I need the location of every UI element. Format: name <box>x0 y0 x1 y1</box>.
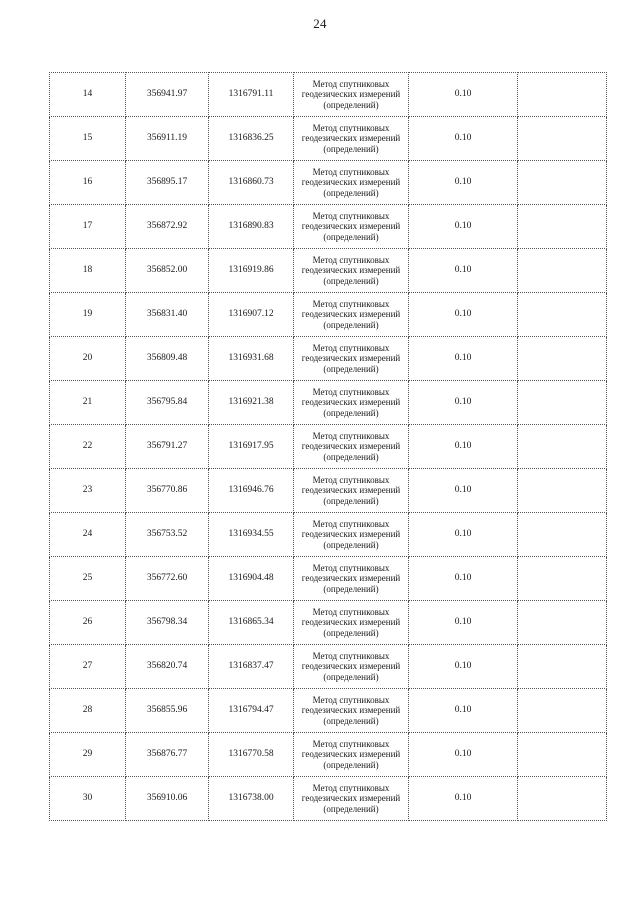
method-line: (определений) <box>323 275 379 286</box>
coordinate-x-cell: 356872.92 <box>126 205 209 249</box>
coordinates-table <box>49 72 607 821</box>
table-row <box>50 205 607 249</box>
coordinate-x-cell: 356795.84 <box>126 381 209 425</box>
coordinate-x-cell: 356911.19 <box>126 117 209 161</box>
method-line: геодезических измерений <box>301 397 401 408</box>
coordinate-y-cell: 1316770.58 <box>209 733 294 777</box>
method-line: Метод спутниковых <box>312 298 390 309</box>
coordinate-y-cell: 1316837.47 <box>209 645 294 689</box>
coordinate-x-cell: 356791.27 <box>126 425 209 469</box>
precision-cell: 0.10 <box>409 733 518 777</box>
method-line: (определений) <box>323 539 379 550</box>
method-line: геодезических измерений <box>301 529 401 540</box>
extra-cell <box>518 513 607 557</box>
coordinate-x-cell: 356798.34 <box>126 601 209 645</box>
table-row <box>50 249 607 293</box>
extra-cell <box>518 557 607 601</box>
method-line: Метод спутниковых <box>312 562 390 573</box>
extra-cell <box>518 337 607 381</box>
method-line: Метод спутниковых <box>312 342 390 353</box>
method-line: Метод спутниковых <box>312 474 390 485</box>
coordinate-x-cell: 356876.77 <box>126 733 209 777</box>
method-line: Метод спутниковых <box>312 386 390 397</box>
method-line: (определений) <box>323 803 379 814</box>
precision-cell: 0.10 <box>409 381 518 425</box>
coordinate-x-cell: 356852.00 <box>126 249 209 293</box>
method-line: Метод спутниковых <box>312 430 390 441</box>
method-line: геодезических измерений <box>301 749 401 760</box>
coordinate-y-cell: 1316738.00 <box>209 777 294 821</box>
table-row <box>50 513 607 557</box>
extra-cell <box>518 381 607 425</box>
method-cell <box>294 73 409 117</box>
point-number-cell: 23 <box>50 469 126 513</box>
precision-cell: 0.10 <box>409 469 518 513</box>
point-number-cell: 29 <box>50 733 126 777</box>
method-cell <box>294 249 409 293</box>
method-line: геодезических измерений <box>301 309 401 320</box>
coordinate-y-cell: 1316919.86 <box>209 249 294 293</box>
precision-cell: 0.10 <box>409 205 518 249</box>
coordinate-x-cell: 356753.52 <box>126 513 209 557</box>
coordinate-x-cell: 356855.96 <box>126 689 209 733</box>
method-line: (определений) <box>323 187 379 198</box>
point-number-cell: 27 <box>50 645 126 689</box>
coordinate-x-cell: 356809.48 <box>126 337 209 381</box>
point-number-cell: 15 <box>50 117 126 161</box>
method-line: (определений) <box>323 495 379 506</box>
method-cell <box>294 601 409 645</box>
precision-cell: 0.10 <box>409 293 518 337</box>
coordinate-x-cell: 356820.74 <box>126 645 209 689</box>
method-line: Метод спутниковых <box>312 78 390 89</box>
method-line: геодезических измерений <box>301 485 401 496</box>
precision-cell: 0.10 <box>409 777 518 821</box>
coordinate-y-cell: 1316836.25 <box>209 117 294 161</box>
method-line: Метод спутниковых <box>312 782 390 793</box>
table-row <box>50 689 607 733</box>
method-cell <box>294 337 409 381</box>
method-cell <box>294 689 409 733</box>
point-number-cell: 14 <box>50 73 126 117</box>
point-number-cell: 19 <box>50 293 126 337</box>
method-line: (определений) <box>323 99 379 110</box>
method-line: Метод спутниковых <box>312 166 390 177</box>
table-row <box>50 557 607 601</box>
extra-cell <box>518 205 607 249</box>
precision-cell: 0.10 <box>409 601 518 645</box>
table-row <box>50 161 607 205</box>
method-line: (определений) <box>323 231 379 242</box>
point-number-cell: 16 <box>50 161 126 205</box>
table-row <box>50 469 607 513</box>
coordinate-x-cell: 356831.40 <box>126 293 209 337</box>
method-line: геодезических измерений <box>301 705 401 716</box>
table-row <box>50 645 607 689</box>
method-cell <box>294 381 409 425</box>
table-row <box>50 117 607 161</box>
method-cell <box>294 293 409 337</box>
method-line: (определений) <box>323 715 379 726</box>
method-cell <box>294 557 409 601</box>
extra-cell <box>518 73 607 117</box>
point-number-cell: 20 <box>50 337 126 381</box>
coordinate-y-cell: 1316890.83 <box>209 205 294 249</box>
table-row <box>50 381 607 425</box>
extra-cell <box>518 601 607 645</box>
method-line: (определений) <box>323 671 379 682</box>
table-row <box>50 425 607 469</box>
extra-cell <box>518 161 607 205</box>
extra-cell <box>518 733 607 777</box>
coordinate-x-cell: 356941.97 <box>126 73 209 117</box>
method-cell <box>294 425 409 469</box>
method-line: Метод спутниковых <box>312 650 390 661</box>
page-number: 24 <box>313 16 327 31</box>
table-row <box>50 777 607 821</box>
method-line: Метод спутниковых <box>312 518 390 529</box>
method-cell <box>294 733 409 777</box>
method-line: геодезических измерений <box>301 133 401 144</box>
method-line: геодезических измерений <box>301 221 401 232</box>
precision-cell: 0.10 <box>409 425 518 469</box>
coordinate-y-cell: 1316931.68 <box>209 337 294 381</box>
point-number-cell: 24 <box>50 513 126 557</box>
method-line: (определений) <box>323 583 379 594</box>
method-line: (определений) <box>323 759 379 770</box>
table-row <box>50 733 607 777</box>
coordinate-x-cell: 356895.17 <box>126 161 209 205</box>
method-line: (определений) <box>323 451 379 462</box>
method-line: геодезических измерений <box>301 177 401 188</box>
table-row <box>50 337 607 381</box>
method-cell <box>294 645 409 689</box>
precision-cell: 0.10 <box>409 161 518 205</box>
method-cell <box>294 777 409 821</box>
coordinate-y-cell: 1316860.73 <box>209 161 294 205</box>
coordinate-x-cell: 356910.06 <box>126 777 209 821</box>
method-line: (определений) <box>323 319 379 330</box>
method-line: Метод спутниковых <box>312 738 390 749</box>
method-line: геодезических измерений <box>301 265 401 276</box>
method-line: Метод спутниковых <box>312 254 390 265</box>
method-cell <box>294 161 409 205</box>
coordinates-table-body <box>50 73 607 821</box>
coordinate-y-cell: 1316907.12 <box>209 293 294 337</box>
method-line: (определений) <box>323 627 379 638</box>
coordinate-x-cell: 356772.60 <box>126 557 209 601</box>
method-line: Метод спутниковых <box>312 122 390 133</box>
method-cell <box>294 205 409 249</box>
precision-cell: 0.10 <box>409 73 518 117</box>
point-number-cell: 21 <box>50 381 126 425</box>
method-line: Метод спутниковых <box>312 606 390 617</box>
extra-cell <box>518 249 607 293</box>
coordinate-y-cell: 1316794.47 <box>209 689 294 733</box>
point-number-cell: 17 <box>50 205 126 249</box>
method-line: геодезических измерений <box>301 661 401 672</box>
method-line: геодезических измерений <box>301 441 401 452</box>
method-line: (определений) <box>323 407 379 418</box>
coordinate-y-cell: 1316865.34 <box>209 601 294 645</box>
extra-cell <box>518 777 607 821</box>
table-row <box>50 73 607 117</box>
precision-cell: 0.10 <box>409 337 518 381</box>
point-number-cell: 18 <box>50 249 126 293</box>
method-line: геодезических измерений <box>301 573 401 584</box>
table-row <box>50 601 607 645</box>
method-cell <box>294 513 409 557</box>
coordinate-y-cell: 1316791.11 <box>209 73 294 117</box>
coordinate-y-cell: 1316934.55 <box>209 513 294 557</box>
extra-cell <box>518 645 607 689</box>
point-number-cell: 28 <box>50 689 126 733</box>
point-number-cell: 25 <box>50 557 126 601</box>
coordinate-y-cell: 1316917.95 <box>209 425 294 469</box>
extra-cell <box>518 689 607 733</box>
precision-cell: 0.10 <box>409 689 518 733</box>
method-line: геодезических измерений <box>301 617 401 628</box>
method-line: Метод спутниковых <box>312 210 390 221</box>
precision-cell: 0.10 <box>409 645 518 689</box>
method-line: геодезических измерений <box>301 353 401 364</box>
coordinate-y-cell: 1316904.48 <box>209 557 294 601</box>
method-line: Метод спутниковых <box>312 694 390 705</box>
precision-cell: 0.10 <box>409 513 518 557</box>
precision-cell: 0.10 <box>409 249 518 293</box>
point-number-cell: 22 <box>50 425 126 469</box>
method-cell <box>294 469 409 513</box>
extra-cell <box>518 469 607 513</box>
extra-cell <box>518 293 607 337</box>
precision-cell: 0.10 <box>409 117 518 161</box>
method-line: геодезических измерений <box>301 89 401 100</box>
point-number-cell: 26 <box>50 601 126 645</box>
extra-cell <box>518 425 607 469</box>
precision-cell: 0.10 <box>409 557 518 601</box>
table-row <box>50 293 607 337</box>
method-line: геодезических измерений <box>301 793 401 804</box>
extra-cell <box>518 117 607 161</box>
method-line: (определений) <box>323 143 379 154</box>
coordinate-y-cell: 1316921.38 <box>209 381 294 425</box>
point-number-cell: 30 <box>50 777 126 821</box>
method-cell <box>294 117 409 161</box>
coordinate-x-cell: 356770.86 <box>126 469 209 513</box>
method-line: (определений) <box>323 363 379 374</box>
coordinate-y-cell: 1316946.76 <box>209 469 294 513</box>
